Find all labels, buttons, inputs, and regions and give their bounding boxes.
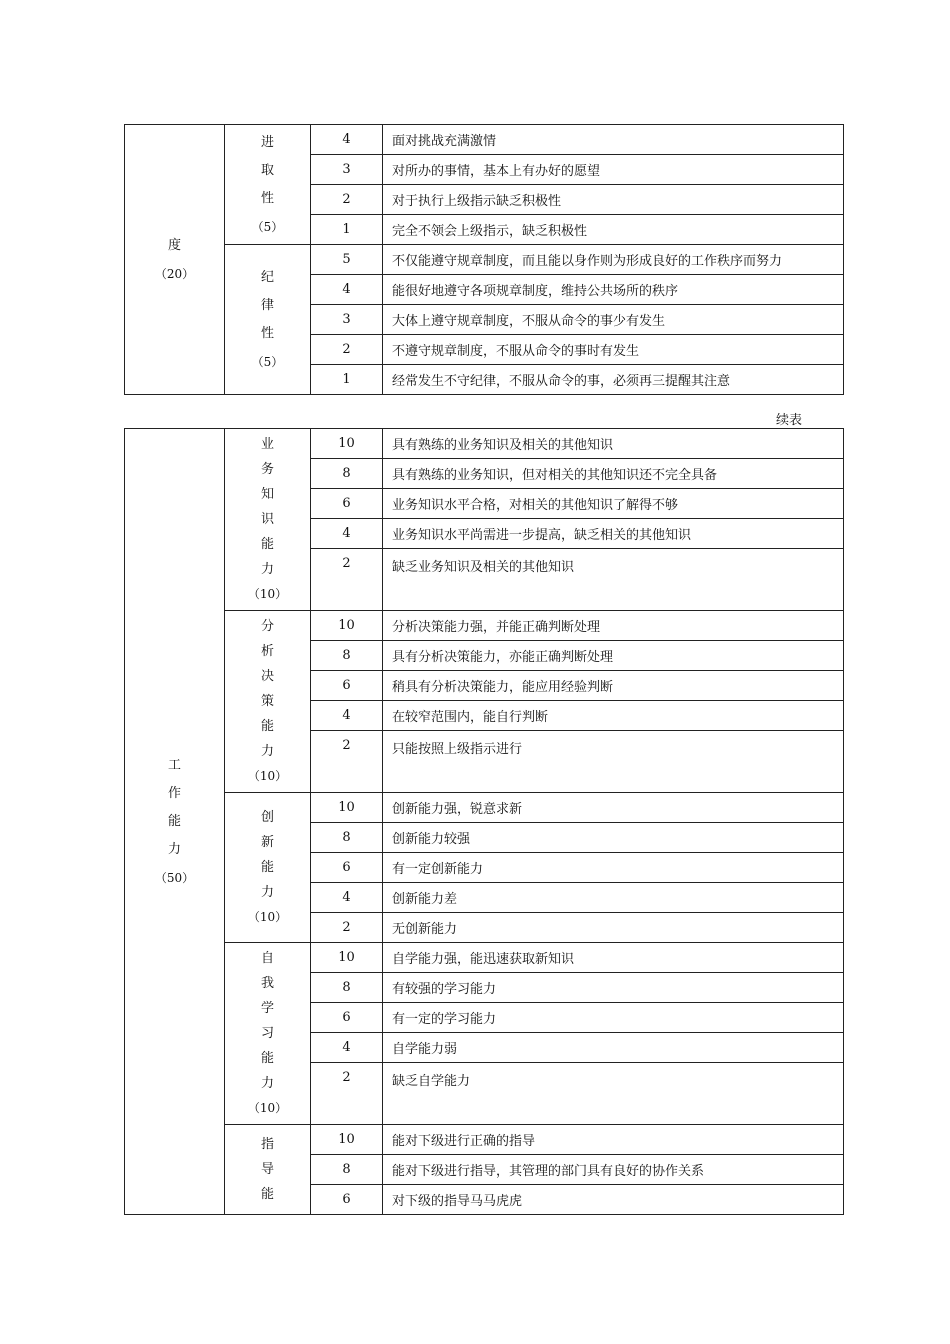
label-char: 析 [260,644,274,659]
label-char: 度 [167,237,181,253]
label-char: 分 [260,619,274,634]
score-cell: 5 [311,245,383,275]
label-char: 我 [260,976,274,991]
label-char: 学 [260,1001,274,1016]
description-cell: 面对挑战充满激情 [383,125,844,155]
score-cell: 6 [311,671,383,701]
label-char: 新 [260,835,274,850]
label-char: 律 [260,297,274,313]
label-char: 策 [260,694,274,709]
vertical-label [225,432,310,607]
label-char: 作 [167,785,181,801]
subcategory-cell [225,245,311,395]
description-cell: 创新能力较强 [383,823,844,853]
label-char: 能 [260,719,274,734]
score-cell: 2 [311,185,383,215]
description-cell: 在较窄范围内，能自行判断 [383,701,844,731]
vertical-label [225,264,310,376]
score-cell: 6 [311,853,383,883]
label-char: 指 [260,1137,274,1152]
subcategory-cell [225,125,311,245]
score-cell: 10 [311,943,383,973]
description-cell: 自学能力强，能迅速获取新知识 [383,943,844,973]
table-row [125,245,844,275]
description-cell: 不遵守规章制度，不服从命令的事时有发生 [383,335,844,365]
label-char: 识 [260,512,274,527]
label-char: 决 [260,669,274,684]
description-cell: 业务知识水平尚需进一步提高，缺乏相关的其他知识 [383,519,844,549]
description-cell: 分析决策能力强，并能正确判断处理 [383,611,844,641]
score-cell: 10 [311,793,383,823]
subcategory-cell [225,611,311,793]
label-char: 力 [260,562,274,577]
evaluation-table-work-ability [124,428,844,1215]
label-char: 创 [260,810,274,825]
score-cell: 6 [311,1185,383,1215]
description-cell: 创新能力强，锐意求新 [383,793,844,823]
description-cell: 具有熟练的业务知识及相关的其他知识 [383,429,844,459]
vertical-label [225,614,310,789]
label-char: 力 [260,744,274,759]
score-cell: 8 [311,1155,383,1185]
subcategory-cell [225,943,311,1125]
description-cell: 缺乏业务知识及相关的其他知识 [383,549,844,611]
description-cell: 能对下级进行指导，其管理的部门具有良好的协作关系 [383,1155,844,1185]
score-cell: 2 [311,1063,383,1125]
score-cell: 1 [311,365,383,395]
category-cell [125,429,225,1215]
label-char: 能 [260,860,274,875]
weight-label: （10） [247,587,288,601]
label-char: 力 [167,841,181,857]
description-cell: 有一定的学习能力 [383,1003,844,1033]
score-cell: 10 [311,429,383,459]
score-cell: 8 [311,459,383,489]
weight-label: （5） [251,219,284,234]
label-char: 进 [260,134,274,150]
label-char: 工 [167,757,181,773]
weight-label: （50） [154,870,195,885]
table-row [125,793,844,823]
description-cell: 不仅能遵守规章制度，而且能以身作则为形成良好的工作秩序而努力 [383,245,844,275]
label-char: 知 [260,487,274,502]
description-cell: 自学能力弱 [383,1033,844,1063]
evaluation-table-attitude [124,124,844,395]
score-cell: 6 [311,489,383,519]
label-char: 纪 [260,269,274,285]
score-cell: 8 [311,823,383,853]
description-cell: 能对下级进行正确的指导 [383,1125,844,1155]
description-cell: 无创新能力 [383,913,844,943]
score-cell: 4 [311,701,383,731]
label-char: 导 [260,1162,274,1177]
description-cell: 稍具有分析决策能力，能应用经验判断 [383,671,844,701]
description-cell: 业务知识水平合格，对相关的其他知识了解得不够 [383,489,844,519]
label-char: 性 [260,190,274,206]
description-cell: 完全不领会上级指示，缺乏积极性 [383,215,844,245]
label-char: 力 [260,1076,274,1091]
description-cell: 只能按照上级指示进行 [383,731,844,793]
score-cell: 8 [311,641,383,671]
score-cell: 10 [311,611,383,641]
label-char: 能 [167,813,181,829]
subcategory-cell [225,793,311,943]
table-row [125,943,844,973]
description-cell: 具有熟练的业务知识，但对相关的其他知识还不完全具备 [383,459,844,489]
vertical-label [225,1132,310,1207]
score-cell: 8 [311,973,383,1003]
score-cell: 4 [311,275,383,305]
label-char: 能 [260,537,274,552]
score-cell: 3 [311,305,383,335]
vertical-label [125,232,224,288]
score-cell: 4 [311,1033,383,1063]
label-char: 性 [260,325,274,341]
score-cell: 6 [311,1003,383,1033]
score-cell: 2 [311,335,383,365]
subcategory-cell [225,429,311,611]
description-cell: 有较强的学习能力 [383,973,844,1003]
score-cell: 2 [311,731,383,793]
label-char: 能 [260,1051,274,1066]
description-cell: 对所办的事情，基本上有办好的愿望 [383,155,844,185]
label-char: 习 [260,1026,274,1041]
score-cell: 4 [311,125,383,155]
table-row [125,1125,844,1155]
category-cell [125,125,225,395]
weight-label: （5） [251,354,284,369]
vertical-label [225,129,310,241]
score-cell: 4 [311,519,383,549]
score-cell: 2 [311,549,383,611]
weight-label: （10） [247,769,288,783]
label-char: 能 [260,1187,274,1202]
label-char: 取 [260,162,274,178]
description-cell: 具有分析决策能力，亦能正确判断处理 [383,641,844,671]
description-cell: 对下级的指导马马虎虎 [383,1185,844,1215]
subcategory-cell [225,1125,311,1215]
description-cell: 对于执行上级指示缺乏积极性 [383,185,844,215]
label-char: 业 [260,437,274,452]
table-row [125,125,844,155]
description-cell: 经常发生不守纪律，不服从命令的事，必须再三提醒其注意 [383,365,844,395]
continued-label: 续表 [776,413,803,428]
weight-label: （10） [247,1101,288,1115]
score-cell: 2 [311,913,383,943]
weight-label: （10） [247,910,288,924]
description-cell: 缺乏自学能力 [383,1063,844,1125]
score-cell: 1 [311,215,383,245]
score-cell: 3 [311,155,383,185]
label-char: 自 [260,951,274,966]
vertical-label [225,805,310,930]
label-char: 务 [260,462,274,477]
description-cell: 创新能力差 [383,883,844,913]
table-row [125,429,844,459]
score-cell: 4 [311,883,383,913]
table-row [125,611,844,641]
score-cell: 10 [311,1125,383,1155]
vertical-label [225,946,310,1121]
description-cell: 大体上遵守规章制度，不服从命令的事少有发生 [383,305,844,335]
description-cell: 能很好地遵守各项规章制度，维持公共场所的秩序 [383,275,844,305]
vertical-label [125,752,224,892]
label-char: 力 [260,885,274,900]
description-cell: 有一定创新能力 [383,853,844,883]
weight-label: （20） [154,266,195,281]
